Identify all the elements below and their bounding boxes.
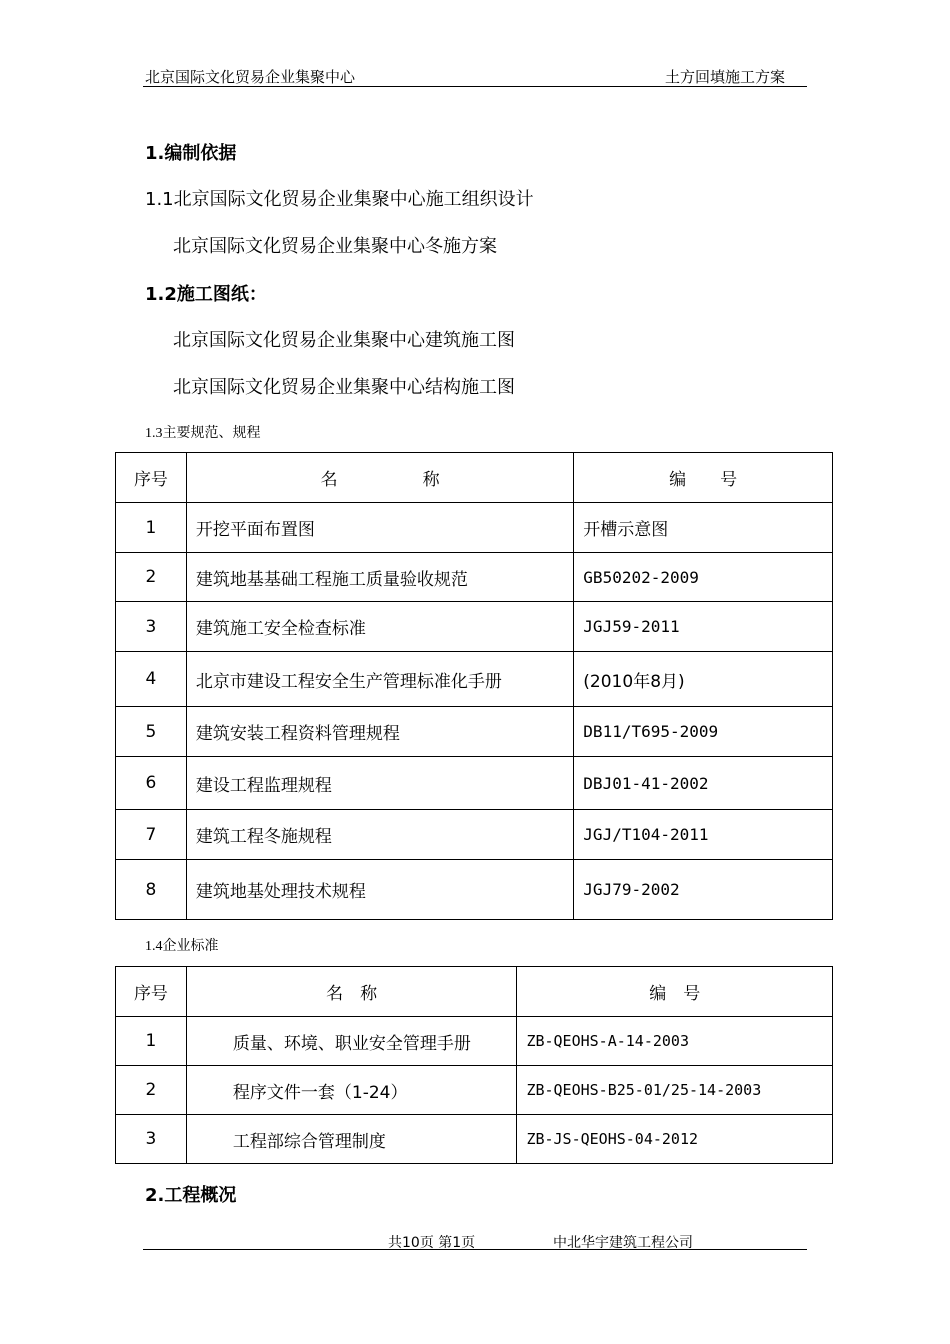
- section-1-3-caption: 1.3主要规范、规程: [145, 426, 261, 441]
- section-1-title: 1.编制依据: [145, 143, 237, 164]
- row-code: DBJ01-41-2002: [574, 757, 833, 810]
- table-row: [116, 1115, 833, 1164]
- table-row: [116, 1017, 833, 1066]
- section-1-4-caption: 1.4企业标准: [145, 939, 219, 954]
- col-header-index: 序号: [116, 967, 187, 1017]
- row-index: 1: [116, 1017, 187, 1066]
- row-code: DB11/T695-2009: [574, 707, 833, 757]
- row-name: 建筑工程冬施规程: [186, 810, 573, 860]
- section-1-2-item-a: 北京国际文化贸易企业集聚中心建筑施工图: [173, 330, 515, 351]
- col-header-code: 编 号: [574, 453, 833, 503]
- row-code: 开槽示意图: [574, 503, 833, 553]
- table-row: [116, 602, 833, 652]
- table-row: [116, 652, 833, 707]
- table-header-row: [116, 453, 833, 503]
- row-name: 建筑施工安全检查标准: [186, 602, 573, 652]
- table-header-row: [116, 967, 833, 1017]
- row-name: 建筑地基处理技术规程: [186, 860, 573, 920]
- section-1-1-item: 北京国际文化贸易企业集聚中心冬施方案: [173, 236, 497, 257]
- header-left: 北京国际文化贸易企业集聚中心: [145, 68, 356, 86]
- table-row: [116, 1066, 833, 1115]
- row-name: 建筑地基基础工程施工质量验收规范: [186, 553, 573, 602]
- row-code: JGJ/T104-2011: [574, 810, 833, 860]
- col-header-name: 名 称: [186, 967, 517, 1017]
- row-code: JGJ59-2011: [574, 602, 833, 652]
- row-name: 程序文件一套（1-24）: [186, 1066, 517, 1115]
- col-header-name: 名 称: [186, 453, 573, 503]
- header-rule: [143, 86, 807, 87]
- enterprise-standards-table: [115, 966, 833, 1164]
- row-index: 3: [116, 602, 187, 652]
- table-row: [116, 810, 833, 860]
- section-1-2-item-b: 北京国际文化贸易企业集聚中心结构施工图: [173, 377, 515, 398]
- section-1-1: 1.1北京国际文化贸易企业集聚中心施工组织设计: [145, 189, 534, 210]
- footer-page-count: 共10页 第1页: [388, 1235, 476, 1251]
- row-code: ZB-QEOHS-B25-01/25-14-2003: [517, 1066, 833, 1115]
- table-row: [116, 503, 833, 553]
- row-name: 建设工程监理规程: [186, 757, 573, 810]
- section-1-2: 1.2施工图纸：: [145, 284, 267, 305]
- row-index: 8: [116, 860, 187, 920]
- table-row: [116, 757, 833, 810]
- standards-table: [115, 452, 833, 920]
- row-code: ZB-JS-QEOHS-04-2012: [517, 1115, 833, 1164]
- table-row: [116, 553, 833, 602]
- row-code: (2010年8月): [574, 652, 833, 707]
- col-header-index: 序号: [116, 453, 187, 503]
- row-name: 北京市建设工程安全生产管理标准化手册: [186, 652, 573, 707]
- section-2-title: 2.工程概况: [145, 1185, 237, 1206]
- row-code: JGJ79-2002: [574, 860, 833, 920]
- table-row: [116, 707, 833, 757]
- row-name: 质量、环境、职业安全管理手册: [186, 1017, 517, 1066]
- row-code: GB50202-2009: [574, 553, 833, 602]
- row-code: ZB-QEOHS-A-14-2003: [517, 1017, 833, 1066]
- row-index: 2: [116, 1066, 187, 1115]
- row-name: 工程部综合管理制度: [186, 1115, 517, 1164]
- row-index: 7: [116, 810, 187, 860]
- footer-company: 中北华宇建筑工程公司: [553, 1235, 693, 1251]
- row-name: 开挖平面布置图: [186, 503, 573, 553]
- row-index: 5: [116, 707, 187, 757]
- row-index: 3: [116, 1115, 187, 1164]
- row-index: 2: [116, 553, 187, 602]
- footer-rule: [143, 1249, 807, 1250]
- table-row: [116, 860, 833, 920]
- row-index: 6: [116, 757, 187, 810]
- header-right: 土方回填施工方案: [665, 68, 786, 86]
- row-name: 建筑安装工程资料管理规程: [186, 707, 573, 757]
- row-index: 4: [116, 652, 187, 707]
- row-index: 1: [116, 503, 187, 553]
- col-header-code: 编 号: [517, 967, 833, 1017]
